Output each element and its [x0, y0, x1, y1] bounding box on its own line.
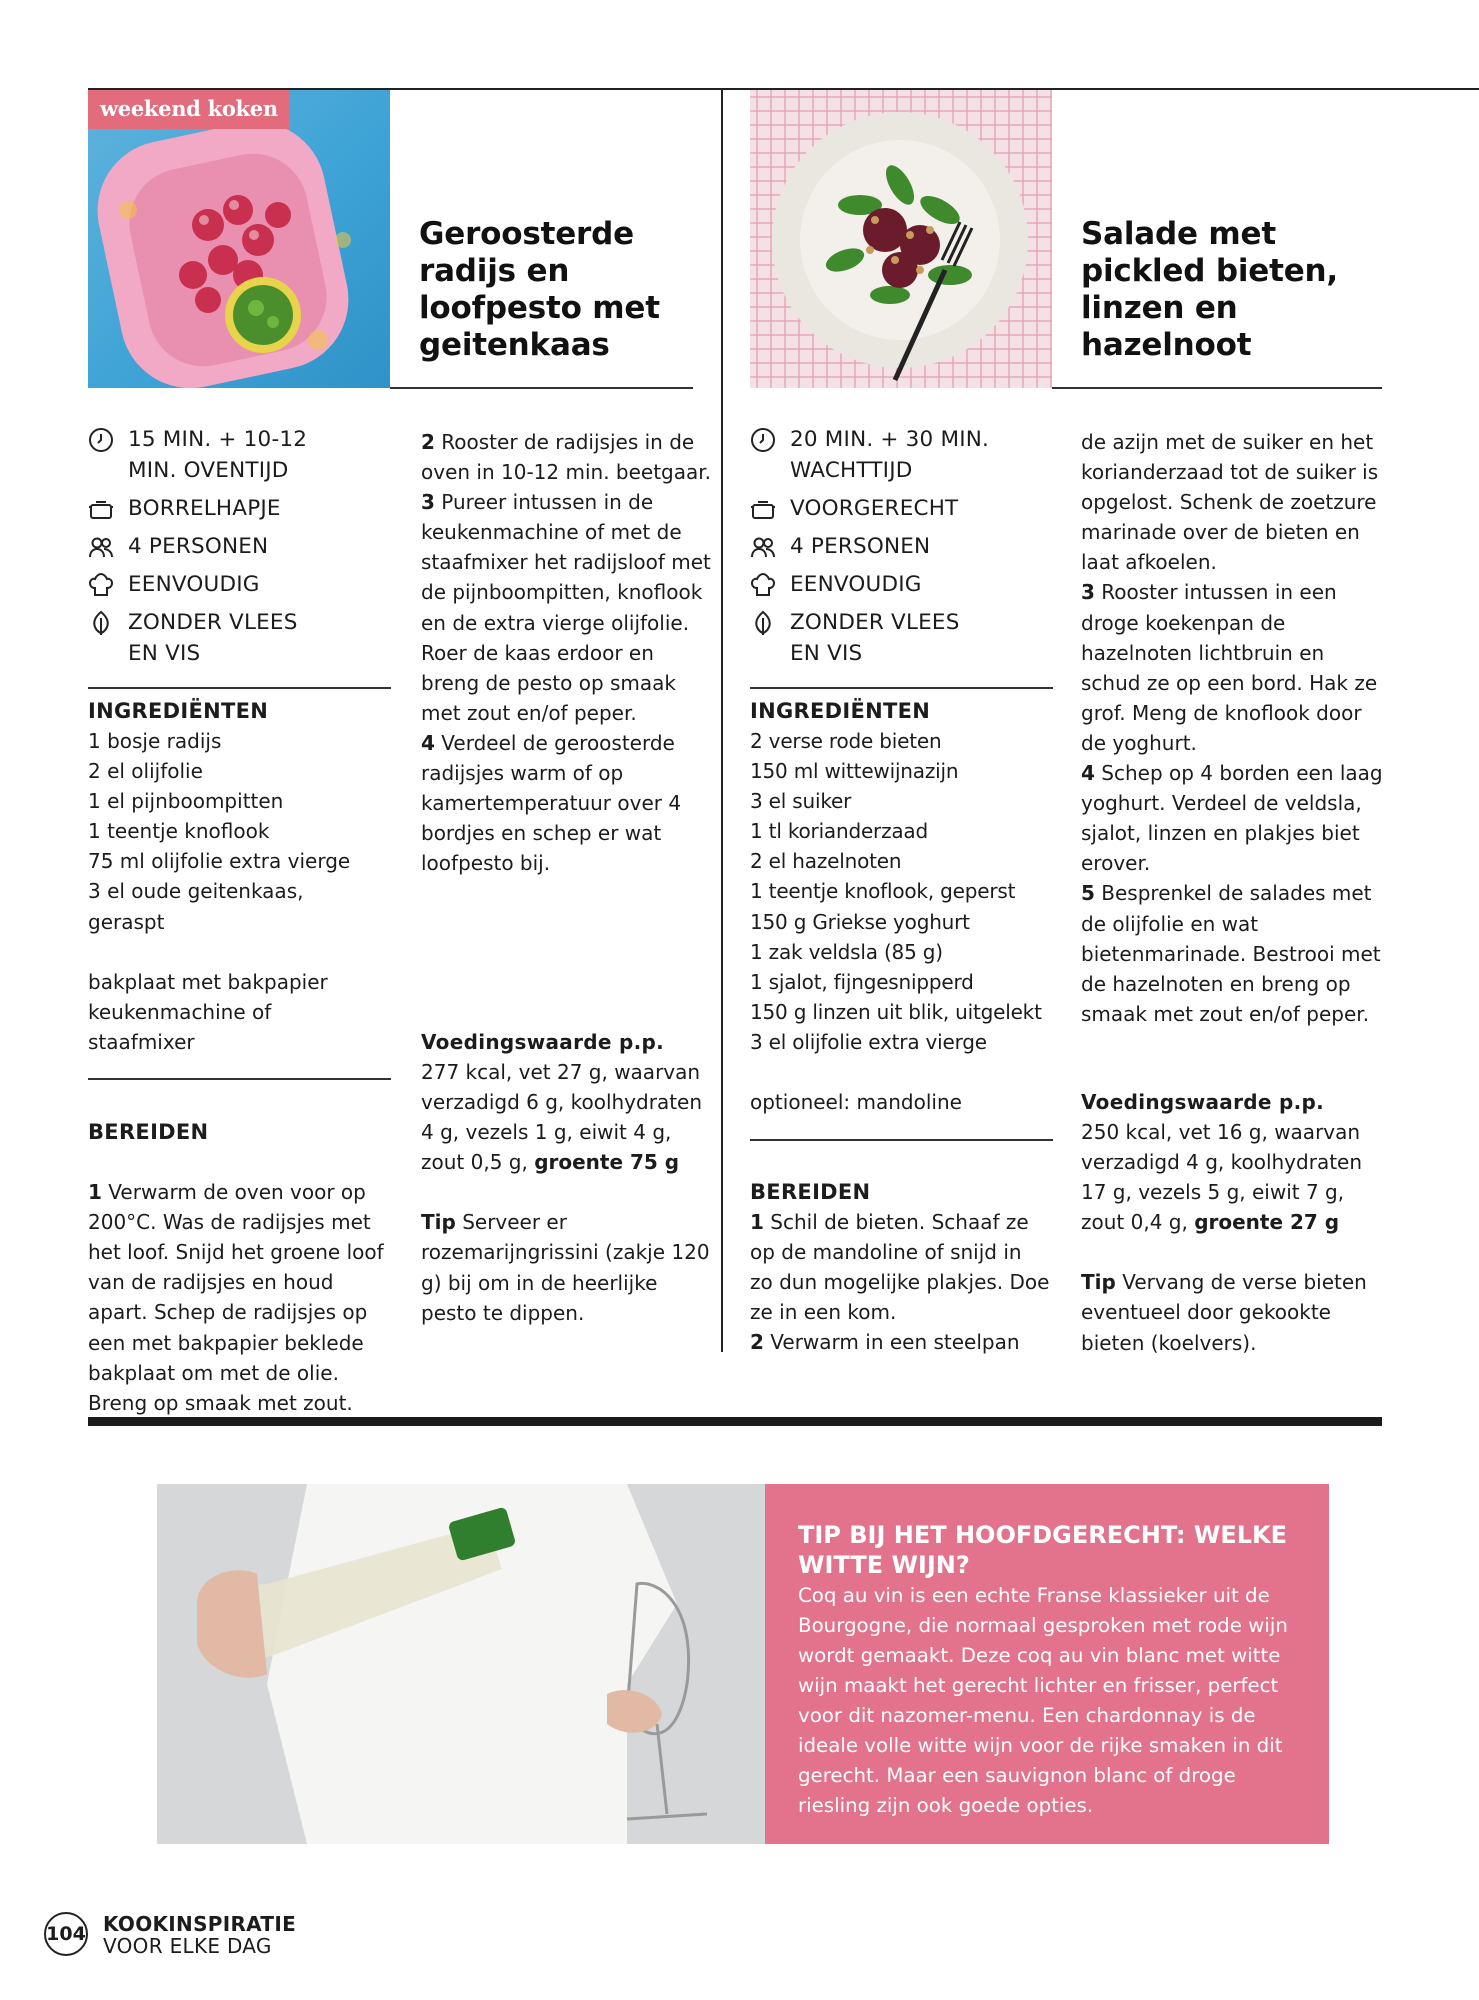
- meta-diet-text: ZONDER VLEES EN VIS: [128, 610, 298, 666]
- meta-servings: [88, 531, 388, 562]
- step-2-text: Rooster de radijsjes in de oven in 10-12 min. beetgaar.: [421, 430, 711, 485]
- column-divider: [721, 90, 723, 1352]
- section-divider-bar: [88, 1417, 1382, 1426]
- clock-icon: [88, 427, 114, 453]
- wine-pouring-illustration: [157, 1484, 765, 1844]
- recipe-2-meta-rule: [750, 687, 1053, 689]
- nutrition-vegetables: groente 27 g: [1194, 1210, 1340, 1235]
- step-2-start: 2 Verwarm in een steelpan: [750, 1330, 1020, 1355]
- tip-text: Serveer er rozemarijngrissini (zakje 120 g) bij om in de heerlijke pesto te dippen.: [421, 1210, 710, 1325]
- ingredients-list: 1 bosje radijs 2 el olijfolie 1 el pijnboompitten 1 teentje knoflook 75 ml olijfolie extra vierge 3 el oude geitenkaas, geraspt: [88, 729, 351, 934]
- step-3-text: Rooster intussen in een droge koekenpan de hazelnoten lichtbruin en schud ze op een bord. Hak ze grof. Meng de knoflook door de yoghurt.: [1081, 580, 1378, 755]
- recipe-2-steps-part2: [1081, 427, 1386, 1029]
- beet-salad-photo: [750, 90, 1052, 388]
- chef-hat-icon: [750, 572, 776, 598]
- preparation-heading: BEREIDEN: [750, 1180, 871, 1204]
- tip-label: Tip: [421, 1210, 456, 1235]
- nutrition-values: 250 kcal, vet 16 g, waarvan verzadigd 4 g, koolhydraten 17 g, vezels 5 g, eiwit 7 g, zout 0,4 g,: [1081, 1120, 1363, 1235]
- step-5-text: Besprenkel de salades met de olijfolie en wat bietenmarinade. Bestrooi met de hazelnoten en breng op smaak met zout en/of peper.: [1081, 881, 1381, 1026]
- recipe-2-preparation: [750, 1177, 1050, 1357]
- footer-subtitle: VOOR ELKE DAG: [103, 1934, 272, 1958]
- step-3-text: Pureer intussen in de keukenmachine of met de staafmixer het radijsloof met de pijnboompitten, knoflook en de extra vierge olijfolie. Roer de kaas erdoor en breng de pesto op smaak met zout en/of peper.: [421, 490, 711, 725]
- nutrition-text: [1081, 1117, 1386, 1237]
- recipe-1-title: Geroosterde radijs en loofpesto met geitenkaas: [419, 216, 660, 363]
- chef-hat-icon: [88, 572, 114, 598]
- step-4: [421, 728, 713, 878]
- preparation-heading: BEREIDEN: [88, 1120, 209, 1144]
- step-3: [1081, 577, 1386, 758]
- step-3: [421, 487, 713, 728]
- meta-time-text: 20 MIN. + 30 MIN. WACHTTIJD: [790, 427, 990, 483]
- leaf-icon: [750, 610, 776, 636]
- radish-photo: [88, 90, 390, 388]
- wine-tip-body: Coq au vin is een echte Franse klassieker uit de Bourgogne, die normaal gesproken met rode wijn wordt gemaakt. Deze coq au vin blanc met witte wijn maakt het gerecht lichter en frisser, perfect voor dit nazomer-menu. Een chardonnay is de ideale volle witte wijn voor de rijke smaken in dit gerecht. Maar een sauvignon blanc of droge riesling zijn ook goede opties.: [798, 1584, 1288, 1817]
- nutrition-vegetables: groente 75 g: [534, 1150, 680, 1175]
- equipment-list: optioneel: mandoline: [750, 1090, 962, 1115]
- meta-servings: [750, 531, 1050, 562]
- nutrition-heading: Voedingswaarde p.p.: [421, 1030, 665, 1054]
- beet-salad-illustration: [750, 90, 1052, 388]
- recipe-2-header-rule: [1052, 387, 1382, 389]
- recipe-2-ingredients: [750, 696, 1060, 1117]
- step-5-number: 5: [1081, 881, 1095, 906]
- weekend-koken-tag: weekend koken: [88, 90, 290, 129]
- meta-diet: [750, 607, 1050, 669]
- tip-text: Vervang de verse bieten eventueel door gekookte bieten (koelvers).: [1081, 1270, 1367, 1355]
- meta-course: [750, 493, 1050, 524]
- step-1-number: 1: [750, 1210, 764, 1234]
- clock-icon: [750, 427, 776, 453]
- footer-title: KOOKINSPIRATIE: [103, 1912, 297, 1936]
- meta-difficulty: [750, 569, 1050, 600]
- recipe-1-meta-rule: [88, 687, 391, 689]
- meta-diet-text: ZONDER VLEES EN VIS: [790, 610, 960, 666]
- meta-difficulty-text: EENVOUDIG: [790, 572, 922, 597]
- recipe-1-header-rule: [390, 387, 693, 389]
- step-4-number: 4: [1081, 761, 1095, 786]
- wine-tip-box: [765, 1484, 1329, 1844]
- step-4-text: Verdeel de geroosterde radijsjes warm of op kamertemperatuur over 4 bordjes en schep er wat loofpesto bij.: [421, 730, 682, 876]
- meta-difficulty-text: EENVOUDIG: [128, 572, 260, 597]
- nutrition-heading: Voedingswaarde p.p.: [1081, 1090, 1325, 1114]
- step-3-number: 3: [1081, 580, 1095, 605]
- meta-servings-text: 4 PERSONEN: [790, 534, 931, 559]
- recipe-1-nutrition: [421, 1027, 713, 1328]
- ingredients-heading: INGREDIËNTEN: [88, 699, 269, 723]
- ingredients-heading: INGREDIËNTEN: [750, 699, 931, 723]
- step-1-text: Schil de bieten. Schaaf ze op de mandoline of snijd in zo dun mogelijke plakjes. Doe ze in een kom.: [750, 1210, 1050, 1325]
- meta-diet: [88, 607, 388, 669]
- step-4-number: 4: [421, 730, 435, 755]
- ingredients-list: 2 verse rode bieten 150 ml wittewijnazijn 3 el suiker 1 tl korianderzaad 2 el hazelnoten 1 teentje knoflook, geperst 150 g Griekse yoghurt 1 zak veldsla (85 g) 1 sjalot, fijngesnipperd 150 g linzen uit blik, uitgelekt 3 el olijfolie extra vierge: [750, 729, 1042, 1054]
- step-4-text: Schep op 4 borden een laag yoghurt. Verdeel de veldsla, sjalot, linzen en plakjes biet erover.: [1081, 761, 1383, 876]
- step-1-text: Verwarm de oven voor op 200°C. Was de radijsjes met het loof. Snijd het groene loof van de radijsjes en houd apart. Schep de radijsjes op een met bakpapier beklede bakplaat om met de olie. Breng op smaak met zout.: [88, 1180, 384, 1415]
- step-2: [421, 427, 713, 487]
- recipe-1-tip: [421, 1207, 713, 1327]
- step-1: [750, 1207, 1050, 1327]
- recipe-1-steps-part1: [88, 1147, 388, 1418]
- recipe-1-preparation: [88, 1117, 388, 1418]
- step-2-continued: de azijn met de suiker en het korianderzaad tot de suiker is opgelost. Schenk de zoetzure marinade over de bieten en laat afkoelen.: [1081, 430, 1379, 575]
- meta-difficulty: [88, 569, 388, 600]
- step-2-number: 2: [421, 430, 435, 454]
- radish-dish-illustration: [88, 90, 390, 388]
- meta-time: [88, 424, 388, 486]
- equipment-list: bakplaat met bakpapier keukenmachine of staafmixer: [88, 969, 328, 1054]
- recipe-1-steps-part2: [421, 427, 713, 1041]
- meta-time: [750, 424, 1050, 486]
- wine-tip-title: TIP BIJ HET HOOFDGERECHT: WELKE WITTE WIJN?: [798, 1521, 1287, 1579]
- meta-servings-text: 4 PERSONEN: [128, 534, 269, 559]
- wine-pouring-photo: [157, 1484, 765, 1844]
- meta-course-text: BORRELHAPJE: [128, 496, 281, 521]
- meta-course: [88, 493, 388, 524]
- pot-icon: [88, 496, 114, 522]
- step-2-number: 2: [750, 1330, 764, 1355]
- recipe-1-ingredients: [88, 696, 388, 1057]
- step-4: [1081, 758, 1386, 878]
- pot-icon: [750, 496, 776, 522]
- recipe-2-ingredients-rule: [750, 1139, 1053, 1141]
- people-icon: [88, 534, 114, 560]
- nutrition-text: [421, 1057, 713, 1177]
- tip-label: Tip: [1081, 1270, 1116, 1295]
- nutrition-values: 277 kcal, vet 27 g, waarvan verzadigd 6 g, koolhydraten 4 g, vezels 1 g, eiwit 4 g, zout 0,5 g,: [421, 1060, 703, 1175]
- meta-course-text: VOORGERECHT: [790, 496, 959, 521]
- meta-time-text: 15 MIN. + 10-12 MIN. OVENTIJD: [128, 427, 308, 483]
- recipe-2-nutrition: [1081, 1087, 1386, 1358]
- step-3-number: 3: [421, 490, 435, 515]
- people-icon: [750, 534, 776, 560]
- step-1-number: 1: [88, 1180, 102, 1205]
- recipe-1-ingredients-rule: [88, 1078, 391, 1080]
- step-5: [1081, 878, 1386, 1028]
- recipe-2-tip: [1081, 1267, 1386, 1357]
- leaf-icon: [88, 610, 114, 636]
- recipe-2-title: Salade met pickled bieten, linzen en hazelnoot: [1081, 216, 1338, 363]
- page-number: 104: [44, 1912, 88, 1956]
- recipe-2-meta: [750, 424, 1050, 669]
- recipe-1-meta: [88, 424, 388, 669]
